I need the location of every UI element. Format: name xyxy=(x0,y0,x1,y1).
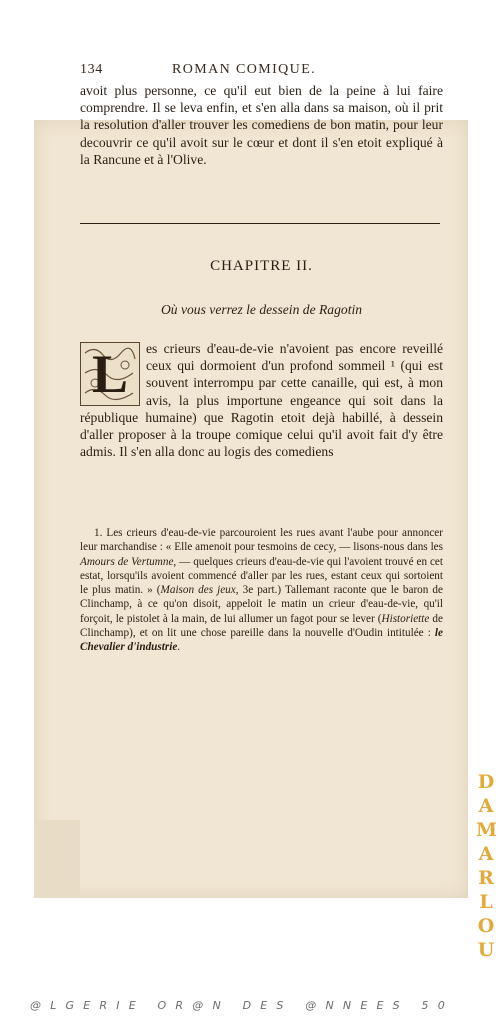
continuation-paragraph xyxy=(80,82,443,168)
page-stain xyxy=(34,820,80,898)
bottom-watermark: @LGERIE OR@N DES @NNEES 50 xyxy=(30,999,454,1012)
side-watermark-letter: U xyxy=(477,939,495,961)
side-watermark-letter: A xyxy=(478,795,494,817)
side-watermark-letter: R xyxy=(478,867,494,889)
footnote-italic-title: le Chevalier d'industrie xyxy=(80,627,443,654)
footnote-part: de Clinchamp), et on lit une chose pareille dans la nouvelle d'Oudin intitulée : xyxy=(80,612,443,640)
footnote-italic-title: Amours de Vertumne xyxy=(80,555,174,568)
side-watermark-letter: L xyxy=(479,891,493,913)
footnote-marker: 1. xyxy=(94,527,103,539)
section-rule xyxy=(80,223,440,224)
footnote-italic-title: Maison des jeux xyxy=(160,584,236,597)
footnote-text xyxy=(80,526,443,655)
footnote-part: . xyxy=(177,641,181,654)
continuation-text: avoit plus personne, ce qu'il eut bien de la peine à lui faire comprendre. Il se leva enfin, et s'en alla dans sa maison, où il prit la resolution d'aller trouver les comediens de bon matin, pour leur decouvrir ce qu'il avoit sur le cœur et dont il s'en etoit expliqué à la Rancune et à l'Olive. xyxy=(80,83,443,167)
chapter-paragraph xyxy=(80,340,443,460)
side-watermark-letter: D xyxy=(477,771,495,793)
footnote-part: , 3e part.) Tallemant raconte que le baron de Clinchamp, à ce qu'on disoit, appeloit le matin un crieur d'eau-de-vie, qu'il forçoit, le pistolet à la main, de lui allumer un fagot pour se lever ( xyxy=(80,584,443,625)
footnote-part: , — quelques crieurs d'eau-de-vie qui l'avoient trouvé en cet estat, lorsqu'ils avoient commencé d'aller par les rues, estant ceux qui sortoient le plus matin. » ( xyxy=(80,555,444,597)
chapter-subtitle: Où vous verrez le dessein de Ragotin xyxy=(160,302,363,317)
side-watermark-letter: O xyxy=(477,915,495,937)
dropcap-letter: L xyxy=(91,344,129,404)
footnote-part: Les crieurs d'eau-de-vie parcouroient les rues avant l'aube pour annoncer leur marchandise : « Elle amenoit pour tesmoins de cecy, — lisons-nous dans les xyxy=(80,527,443,554)
side-watermark-letter: M xyxy=(476,819,498,841)
chapter-body-text: es crieurs d'eau-de-vie n'avoient pas encore reveillé ceux qui dormoient d'un profond sommeil ¹ (qui est souvent interrompu par cette canaille, qui est, à mon avis, la plus importune engeance qui soit dans la république humaine) que Ragotin etoit dejà habillé, à dessein d'aller proposer à la troupe comique celui qu'il avoit fait d'y être admis. Il s'en alla donc au logis des comediens xyxy=(80,341,443,460)
chapter-title: CHAPITRE II. xyxy=(210,258,313,274)
side-watermark xyxy=(476,770,496,962)
footnote-italic-title: Historiette xyxy=(381,612,430,625)
footnote xyxy=(80,526,443,655)
page-number: 134 xyxy=(80,62,103,77)
side-watermark-letter: A xyxy=(478,843,494,865)
running-title: ROMAN COMIQUE. xyxy=(172,62,317,77)
book-page xyxy=(34,120,468,898)
ornamental-dropcap xyxy=(80,342,140,406)
